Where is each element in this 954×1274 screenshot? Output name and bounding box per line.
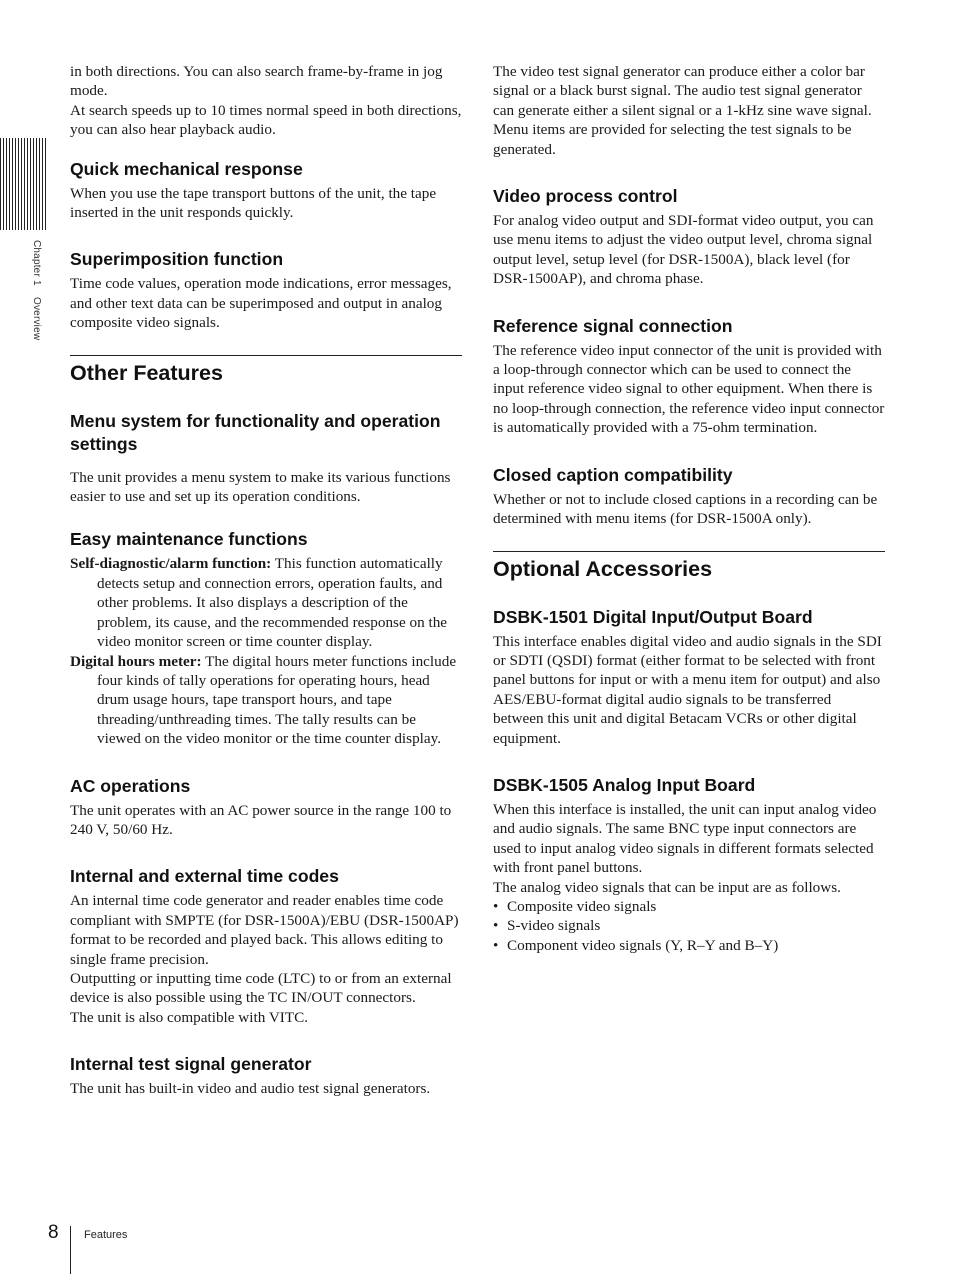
- ac-operations-text: The unit operates with an AC power source in the range 100 to 240 V, 50/60 Hz.: [70, 801, 452, 838]
- heading-dsbk-1505: DSBK-1505 Analog Input Board: [493, 774, 756, 795]
- page-number: 8: [48, 1222, 59, 1243]
- dsbk-1505-text-1: When this interface is installed, the unit can input analog video and audio signals. The same BNC type input connectors are used to input analog video signals in different formats selected with front panel buttons.: [493, 800, 877, 877]
- intro-paragraph-1: in both directions. You can also search frame-by-frame in jog mode.: [70, 63, 443, 100]
- heading-superimposition-function: Superimposition function: [70, 249, 284, 270]
- heading-test-signal-generator: Internal test signal generator: [70, 1054, 312, 1075]
- heading-video-process-control: Video process control: [493, 186, 678, 207]
- list-item: • Composite video signals: [493, 897, 885, 916]
- time-codes-text-3: The unit is also compatible with VITC.: [70, 1008, 309, 1026]
- self-diagnostic-entry: [70, 554, 462, 651]
- digital-hours-term: Digital hours meter:: [70, 652, 202, 670]
- intro-paragraph-2: At search speeds up to 10 times normal speed in both directions, you can also hear playback audio.: [70, 101, 462, 139]
- footer-section-label: Features: [84, 1229, 128, 1241]
- heading-time-codes: Internal and external time codes: [70, 866, 339, 887]
- dsbk-1501-text: This interface enables digital video and audio signals in the SDI or SDTI (QSDI) format (either format to be selected with front panel buttons for input or with a menu item for output) and also AES/EBU-format digital audio signals to be transferred between this unit and digital Betacam VCRs or other digital equipment.: [493, 632, 882, 747]
- heading-dsbk-1501: DSBK-1501 Digital Input/Output Board: [493, 606, 813, 627]
- digital-hours-desc: The digital hours meter functions include four kinds of tally operations for operating hours, head drum usage hours, tape transport hours, and tape threading/unthreading times. The tally results can be viewed on the video monitor or the time counter display.: [97, 652, 457, 748]
- left-column: [70, 62, 462, 1099]
- heading-optional-accessories: Optional Accessories: [493, 551, 885, 582]
- heading-other-features: Other Features: [70, 355, 462, 386]
- dsbk-1505-text-2: The analog video signals that can be input are as follows.: [493, 878, 841, 896]
- self-diagnostic-desc: This function automatically detects setup and connection errors, operation faults, and other problems. It also displays a description of the problem, its cause, and the recommended response on the video monitor screen or time counter display.: [97, 555, 448, 651]
- right-column: [493, 62, 885, 955]
- chapter-label: Chapter 1: [31, 240, 42, 286]
- heading-closed-caption: Closed caption compatibility: [493, 464, 733, 485]
- heading-reference-signal: Reference signal connection: [493, 315, 733, 336]
- test-signal-generator-text: The unit has built-in video and audio test signal generators.: [70, 1080, 431, 1098]
- time-codes-text-1: An internal time code generator and reader enables time code compliant with SMPTE (for DSR-1500A)/EBU (DSR-1500AP) format to be recorded and played back. This allows editing to single frame precision.: [70, 892, 459, 968]
- heading-easy-maintenance: Easy maintenance functions: [70, 529, 308, 550]
- video-process-control-text: For analog video output and SDI-format video output, you can use menu items to adjust the video output level, chroma signal output level, setup level (for DSR-1500A), black level (for DSR-1500AP), and chroma phase.: [493, 212, 874, 288]
- chapter-tab-stripes: [0, 138, 47, 230]
- superimposition-function-text: Time code values, operation mode indications, error messages, and other text data can be superimposed and output in analog composite video signals.: [70, 275, 452, 332]
- chapter-side-label: [31, 240, 42, 340]
- closed-caption-text: Whether or not to include closed captions in a recording can be determined with menu items (for DSR-1500A only).: [493, 490, 878, 528]
- heading-menu-system: Menu system for functionality and operation settings: [70, 410, 441, 454]
- heading-quick-mechanical-response: Quick mechanical response: [70, 158, 303, 179]
- reference-signal-text: The reference video input connector of the unit is provided with a loop-through connector which can be used to connect the input reference video signal to other equipment. When there is no loop-through connection, the reference video input connector is automatically provided with a 75-ohm termination.: [493, 341, 885, 437]
- time-codes-text-2: Outputting or inputting time code (LTC) to or from an external device is also possible using the TC IN/OUT connectors.: [70, 969, 452, 1007]
- footer-divider: [70, 1226, 71, 1274]
- section-label: Overview: [31, 296, 42, 340]
- list-item: • S-video signals: [493, 916, 885, 935]
- menu-system-text: The unit provides a menu system to make its various functions easier to use and set up its operation conditions.: [70, 468, 451, 506]
- heading-ac-operations: AC operations: [70, 775, 191, 796]
- self-diagnostic-term: Self-diagnostic/alarm function:: [70, 555, 272, 573]
- test-signal-continued-text: The video test signal generator can produce either a color bar signal or a black burst signal. The audio test signal generator can generate either a silent signal or a 1-kHz sine wave signal. Menu items are provided for selecting the test signals to be generated.: [493, 63, 872, 158]
- digital-hours-entry: [70, 652, 462, 749]
- list-item: • Component video signals (Y, R–Y and B–Y): [493, 936, 885, 955]
- quick-mechanical-response-text: When you use the tape transport buttons of the unit, the tape inserted in the unit responds quickly.: [70, 184, 437, 222]
- analog-signal-list: [493, 897, 885, 955]
